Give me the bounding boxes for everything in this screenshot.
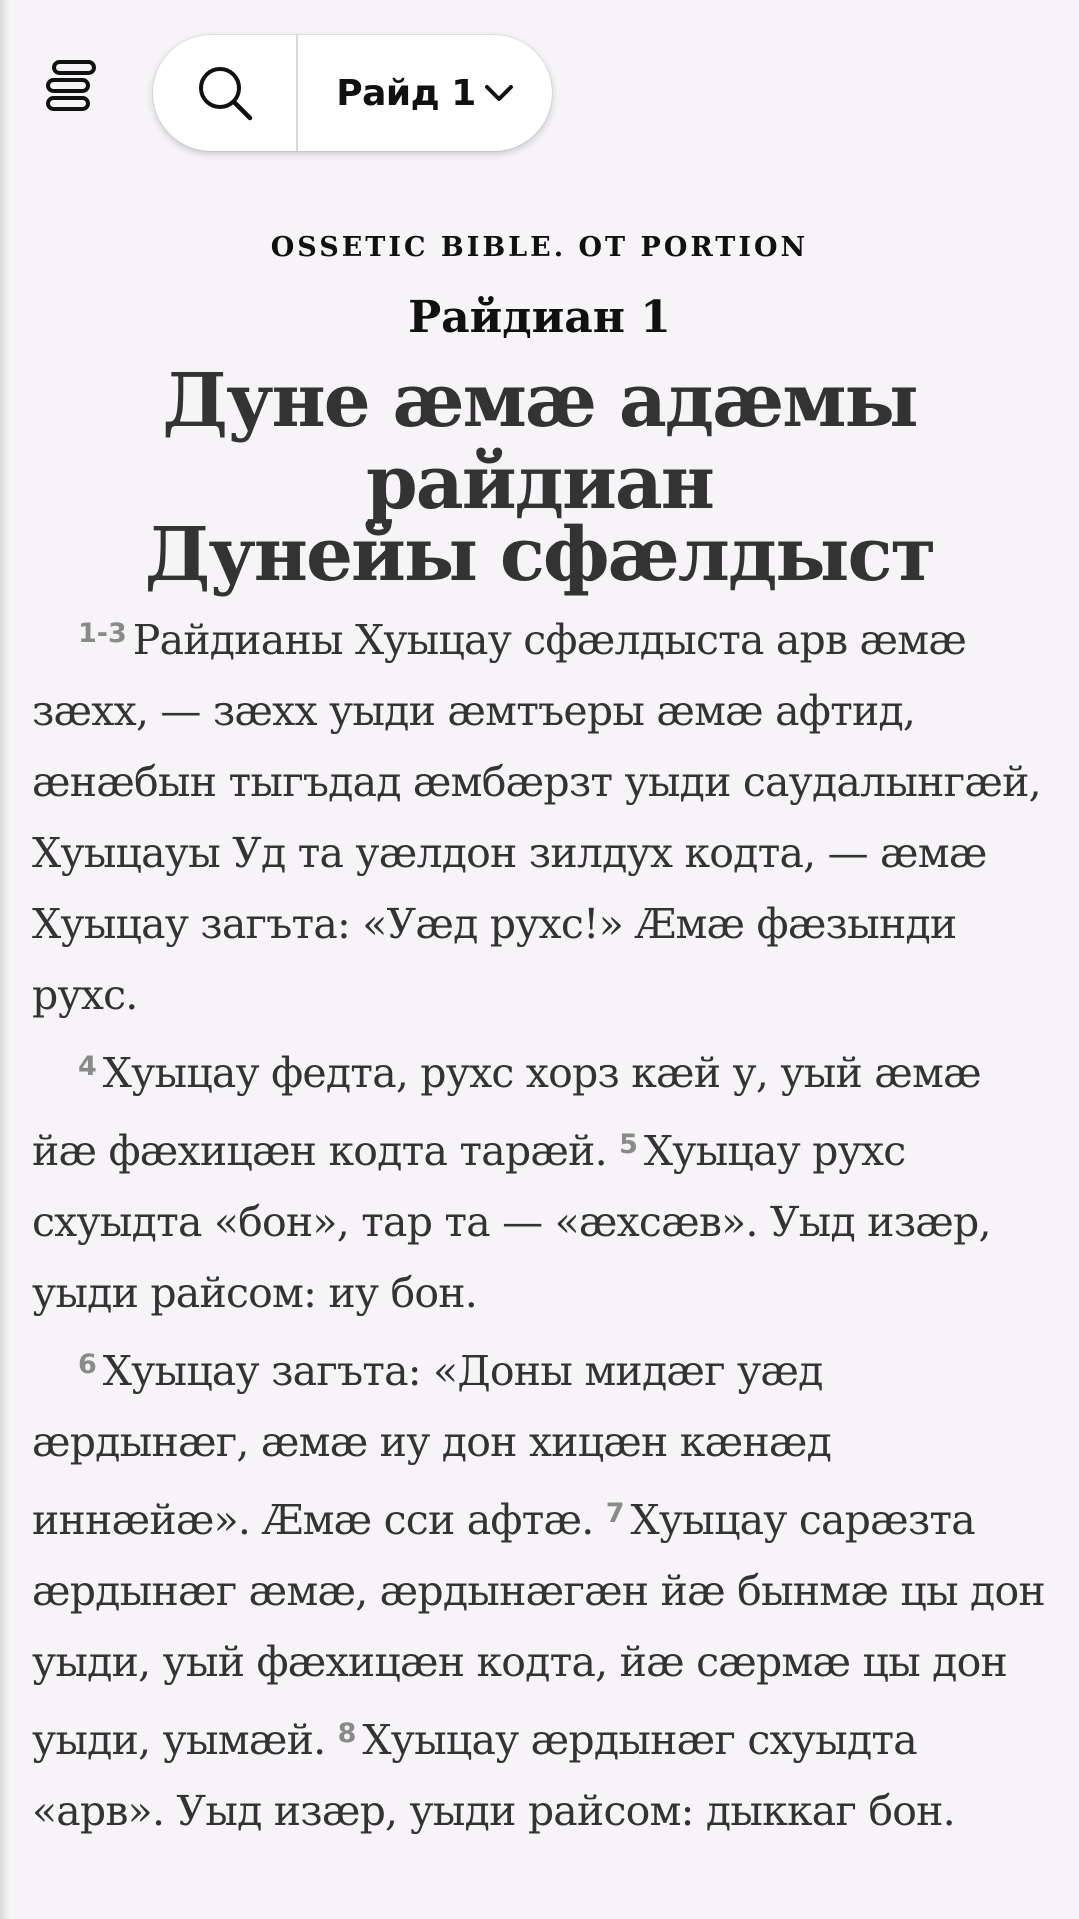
section-heading-line-3: Дунейы сфæлдыст	[144, 512, 935, 598]
verse-text: Хуыцау загъта: «Доны мидæг уæд æрдынæг, æмæ иу дон хицæн кæнæд иннæйæ». Æмæ сси афтæ.	[32, 1347, 832, 1544]
verse-list	[32, 598, 1049, 1847]
verse-text: Хуыцау федта, рухс хорз кæй у, уый æмæ йæ фæхицæн кодта тарæй.	[32, 1049, 981, 1175]
verse-number[interactable]: 6	[78, 1349, 97, 1380]
verse-text: Хуыцау сарæзта æрдынæг æмæ, æрдынæгæн йæ бынмæ цы дон уыди, уый фæхицæн кодта, йæ сæрмæ цы дон уыди, уымæй.	[32, 1496, 1045, 1764]
verse-number[interactable]: 5	[619, 1129, 638, 1160]
chapter-selector-label: Райд 1	[336, 72, 476, 114]
navigation-pill	[153, 35, 552, 151]
book-name: Райдиан 1	[408, 292, 671, 343]
chevron-down-icon	[484, 82, 514, 104]
verse-paragraph	[32, 598, 1049, 1031]
section-heading-line-2: райдиан	[366, 440, 713, 526]
verse-text: Хуыцау æрдынæг схуыдта «арв». Уыд изæр, уыди райсом: дыккаг бон.	[32, 1716, 955, 1835]
verse-number[interactable]: 4	[78, 1051, 97, 1082]
search-button[interactable]	[153, 35, 298, 151]
menu-lines-icon	[44, 58, 100, 114]
section-heading-line-1: Дуне æмæ адæмы	[162, 358, 917, 444]
top-bar	[0, 0, 1079, 190]
section-heading	[0, 360, 1079, 596]
verse-text: Хуыцау рухс схуыдта «бон», тар та — «æхсæв». Уыд изæр, уыди райсом: иу бон.	[32, 1127, 991, 1317]
chapter-selector[interactable]	[298, 35, 552, 151]
reader-content	[0, 190, 1079, 1847]
verse-paragraph	[32, 1031, 1049, 1329]
book-title: OSSETIC BIBLE. OT PORTION	[270, 232, 809, 263]
verse-text: Райдианы Хуыцау сфæлдыста арв æмæ зæхх, — зæхх уыди æмтъеры æмæ афтид, æнæбын тыгъдад æмбæрзт уыди саудалынгæй, Хуыцауы Уд та уæлдон зилдух кодта, — æмæ Хуыцау загъта: «Уæд рухс!» Æмæ фæзынди рухс.	[32, 616, 1041, 1019]
verse-number[interactable]: 1-3	[78, 618, 127, 649]
verse-number[interactable]: 8	[337, 1718, 357, 1749]
verse-number[interactable]: 7	[605, 1498, 625, 1529]
menu-button[interactable]	[44, 58, 114, 130]
search-icon	[194, 62, 256, 124]
verse-paragraph	[32, 1329, 1049, 1847]
